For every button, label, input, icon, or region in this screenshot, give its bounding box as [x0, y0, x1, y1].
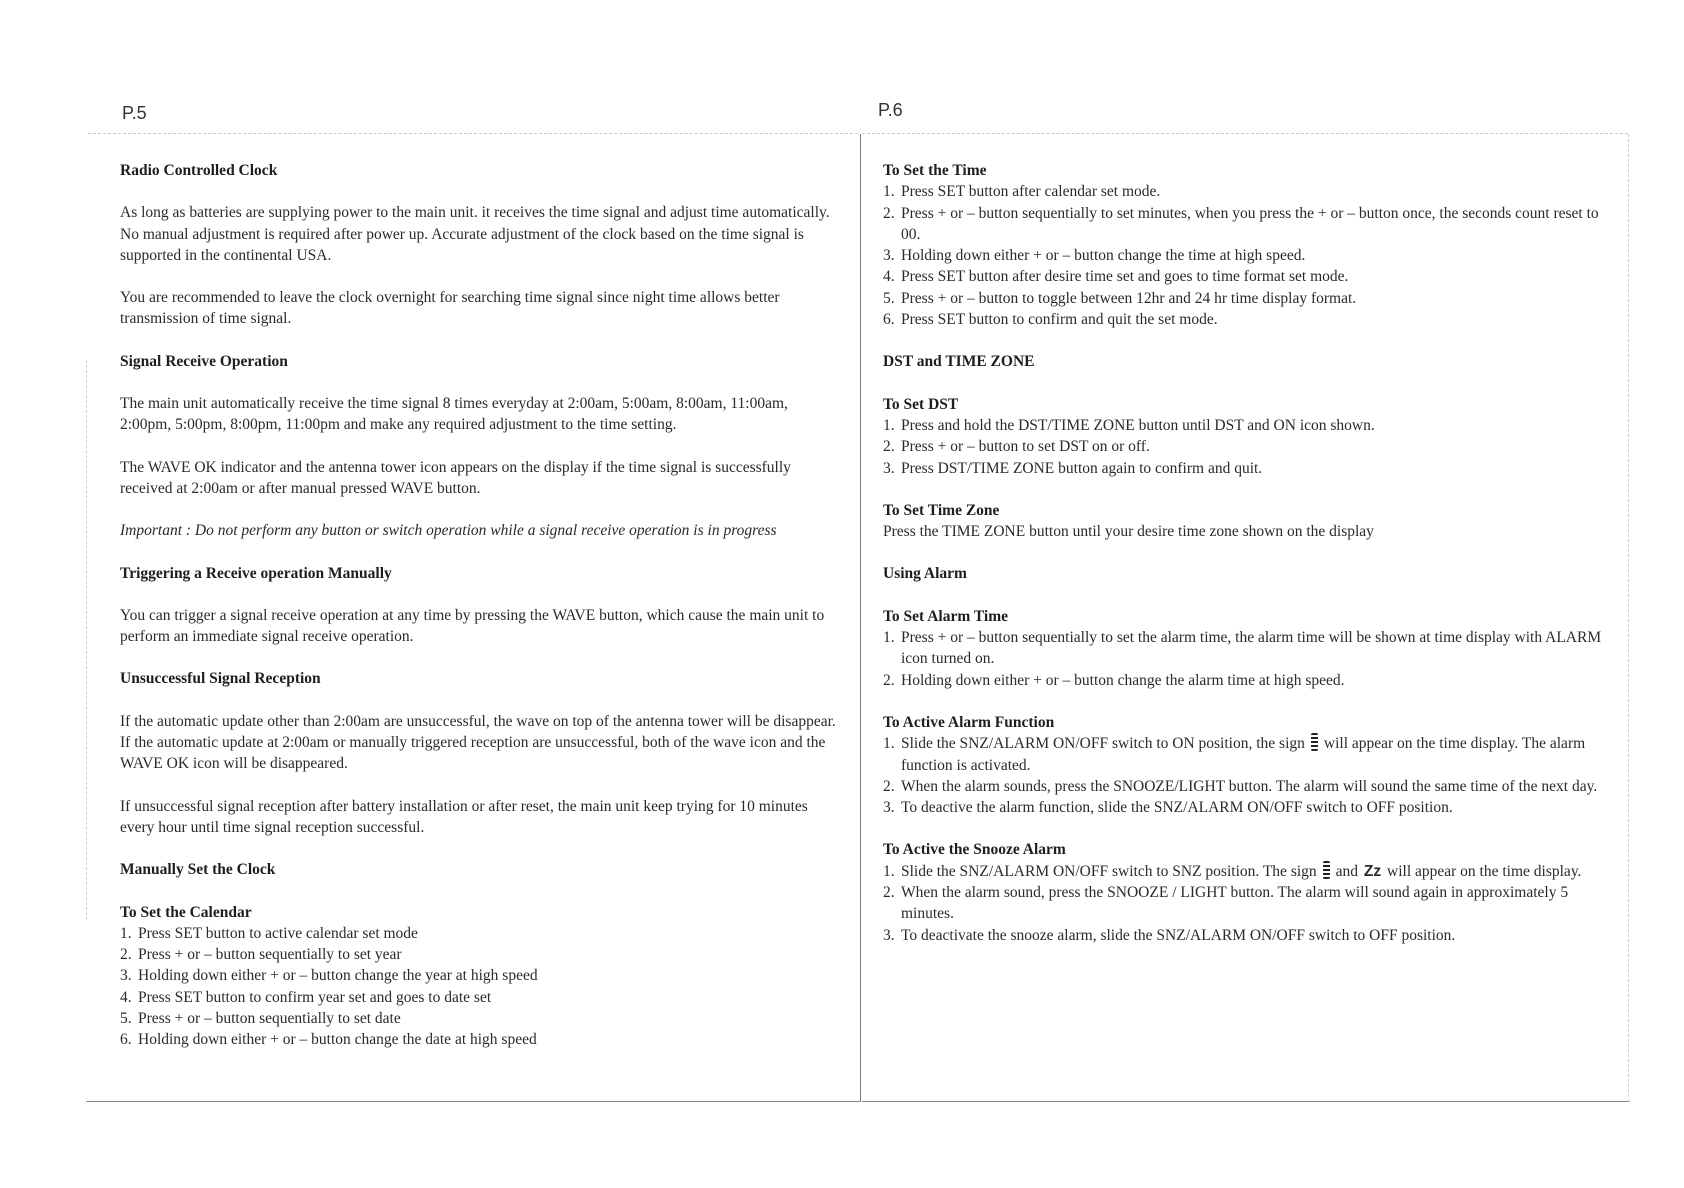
- list-item: [883, 776, 1603, 797]
- step-text: Press + or – button to set DST on or off.: [901, 438, 1150, 456]
- snooze-zz-icon: Zz: [1363, 862, 1382, 880]
- step-text: When the alarm sounds, press the SNOOZE/LIGHT button. The alarm will sound the same time of the next day.: [901, 777, 1598, 795]
- signal-paragraph-2: The WAVE OK indicator and the antenna tower icon appears on the display if the time signal is successfully received at 2:00am or after manual pressed WAVE button.: [120, 458, 791, 497]
- signal-paragraph-1: The main unit automatically receive the time signal 8 times everyday at 2:00am, 5:00am, 8:00am, 11:00am, 2:00pm, 5:00pm, 8:00pm, 11:00pm and make any required adjustment to the time setting.: [120, 395, 788, 434]
- step-text: Press DST/TIME ZONE button again to confirm and quit.: [901, 459, 1263, 477]
- list-item: [883, 203, 1603, 246]
- trigger-manual-heading: Triggering a Receive operation Manually: [120, 564, 392, 582]
- unsuccessful-paragraph-2: If unsuccessful signal reception after battery installation or after reset, the main unit keep trying for 10 minutes every hour until time signal reception successful.: [120, 797, 808, 836]
- step-number: 5.: [120, 1010, 132, 1028]
- radio-paragraph-1: As long as batteries are supplying power to the main unit. it receives the time signal and adjust time automatically. No manual adjustment is required after power up. Accurate adjustment of the clock based on the time signal is supported in the continental USA.: [120, 204, 830, 264]
- step-text: Press SET button to confirm and quit the set mode.: [901, 311, 1218, 329]
- list-item: [883, 415, 1603, 436]
- list-item: [120, 987, 838, 1008]
- active-alarm-steps-list: [883, 733, 1603, 818]
- list-item: [120, 1029, 838, 1050]
- alarm-bell-icon: [1311, 733, 1318, 751]
- step-number: 3.: [883, 247, 895, 265]
- step-number: 3.: [883, 799, 895, 817]
- step-number: 1.: [883, 629, 895, 647]
- step-text: Press + or – button to toggle between 12hr and 24 hr time display format.: [901, 289, 1357, 307]
- frame-bottom-right: [862, 1101, 1630, 1102]
- frame-left-edge: [86, 360, 87, 920]
- step-number: 3.: [883, 459, 895, 477]
- time-zone-paragraph: Press the TIME ZONE button until your desire time zone shown on the display: [883, 523, 1374, 541]
- list-item: [883, 181, 1603, 202]
- list-item: [883, 797, 1603, 818]
- list-item: [120, 923, 838, 944]
- step-number: 1.: [883, 735, 895, 753]
- dst-steps-list: [883, 415, 1603, 479]
- alarm-bell-icon: [1323, 861, 1330, 879]
- snooze-steps-list: [883, 861, 1603, 946]
- step-text: Slide the SNZ/ALARM ON/OFF switch to SNZ position. The sign: [901, 862, 1317, 880]
- step-text: Press SET button to active calendar set mode: [138, 924, 418, 942]
- step-number: 2.: [883, 671, 895, 689]
- step-text: Press SET button after calendar set mode.: [901, 183, 1161, 201]
- list-item: [120, 965, 838, 986]
- list-item: [120, 1008, 838, 1029]
- step-text: Holding down either + or – button change the alarm time at high speed.: [901, 671, 1345, 689]
- time-steps-list: [883, 181, 1603, 330]
- step-text: will appear on the time display.: [1387, 862, 1582, 880]
- frame-right-edge: [1628, 134, 1629, 1102]
- list-item: [883, 309, 1603, 330]
- set-time-heading: To Set the Time: [883, 162, 987, 179]
- step-text: and: [1335, 862, 1359, 880]
- active-alarm-heading: To Active Alarm Function: [883, 713, 1055, 731]
- set-calendar-heading: To Set the Calendar: [120, 903, 252, 921]
- snooze-alarm-heading: To Active the Snooze Alarm: [883, 841, 1066, 859]
- step-number: 2.: [883, 204, 895, 222]
- page-number-right: P.6: [878, 100, 903, 120]
- step-text: Holding down either + or – button change the date at high speed: [138, 1031, 537, 1049]
- step-text: Holding down either + or – button change the year at high speed: [138, 967, 538, 985]
- dst-time-zone-heading: DST and TIME ZONE: [883, 353, 1035, 371]
- page-number-left: P.5: [122, 103, 147, 123]
- list-item: [883, 266, 1603, 287]
- step-number: 3.: [120, 967, 132, 985]
- list-item: [883, 245, 1603, 266]
- radio-paragraph-2: You are recommended to leave the clock overnight for searching time signal since night time allows better transmission of time signal.: [120, 289, 780, 328]
- list-item: [883, 627, 1603, 670]
- step-number: 1.: [883, 183, 895, 201]
- page-divider: [860, 134, 861, 1102]
- step-text: Holding down either + or – button change the time at high speed.: [901, 247, 1306, 265]
- step-number: 3.: [883, 926, 895, 944]
- list-item: [883, 670, 1603, 691]
- frame-top-left: [88, 133, 858, 134]
- step-number: 1.: [883, 416, 895, 434]
- step-number: 2.: [883, 884, 895, 902]
- step-number: 5.: [883, 289, 895, 307]
- step-number: 4.: [120, 988, 132, 1006]
- list-item: [883, 733, 1603, 776]
- step-text: To deactivate the snooze alarm, slide the SNZ/ALARM ON/OFF switch to OFF position.: [901, 926, 1456, 944]
- step-text: Press + or – button sequentially to set the alarm time, the alarm time will be shown at time display with ALARM icon turned on.: [901, 629, 1602, 668]
- important-note: Important : Do not perform any button or switch operation while a signal receive operation is in progress: [120, 522, 777, 540]
- frame-top-right: [862, 133, 1628, 134]
- step-text: When the alarm sound, press the SNOOZE / LIGHT button. The alarm will sound again in approximately 5 minutes.: [901, 884, 1569, 923]
- unsuccessful-reception-heading: Unsuccessful Signal Reception: [120, 670, 321, 688]
- list-item: [883, 288, 1603, 309]
- step-number: 1.: [883, 862, 895, 880]
- left-page-content: [120, 160, 838, 1051]
- using-alarm-heading: Using Alarm: [883, 565, 967, 583]
- step-text: Press + or – button sequentially to set minutes, when you press the + or – button once, the seconds count reset to 00.: [901, 204, 1599, 243]
- list-item: [883, 882, 1603, 925]
- list-item: [883, 861, 1603, 882]
- step-number: 2.: [883, 438, 895, 456]
- set-dst-heading: To Set DST: [883, 395, 959, 413]
- trigger-paragraph: You can trigger a signal receive operation at any time by pressing the WAVE button, which cause the main unit to perform an immediate signal receive operation.: [120, 606, 825, 646]
- alarm-time-steps-list: [883, 627, 1603, 691]
- step-text: Press + or – button sequentially to set year: [138, 946, 402, 964]
- radio-controlled-clock-heading: Radio Controlled Clock: [120, 162, 278, 179]
- step-number: 6.: [883, 311, 895, 329]
- set-time-zone-heading: To Set Time Zone: [883, 501, 1000, 519]
- right-page-content: [883, 160, 1603, 946]
- step-text: will appear on the time display. The alarm function is activated.: [901, 735, 1586, 774]
- signal-receive-heading: Signal Receive Operation: [120, 352, 288, 370]
- step-number: 6.: [120, 1031, 132, 1049]
- list-item: [883, 436, 1603, 457]
- list-item: [883, 925, 1603, 946]
- step-number: 1.: [120, 924, 132, 942]
- list-item: [120, 944, 838, 965]
- calendar-steps-list: [120, 923, 838, 1051]
- step-number: 4.: [883, 268, 895, 286]
- step-number: 2.: [883, 777, 895, 795]
- step-text: Press and hold the DST/TIME ZONE button until DST and ON icon shown.: [901, 416, 1375, 434]
- step-text: Press SET button to confirm year set and goes to date set: [138, 988, 492, 1006]
- step-text: Slide the SNZ/ALARM ON/OFF switch to ON position, the sign: [901, 735, 1305, 753]
- frame-bottom-left: [86, 1101, 860, 1102]
- unsuccessful-paragraph-1: If the automatic update other than 2:00am are unsuccessful, the wave on top of the antenna tower will be disappear. If the automatic update at 2:00am or manually triggered reception are unsuccessful, both of the wave icon and the WAVE OK icon will be disappeared.: [120, 712, 836, 773]
- step-text: Press SET button after desire time set and goes to time format set mode.: [901, 268, 1349, 286]
- list-item: [883, 458, 1603, 479]
- manual-set-clock-heading: Manually Set the Clock: [120, 861, 276, 879]
- step-number: 2.: [120, 946, 132, 964]
- step-text: Press + or – button sequentially to set date: [138, 1010, 401, 1028]
- step-text: To deactive the alarm function, slide the SNZ/ALARM ON/OFF switch to OFF position.: [901, 799, 1453, 817]
- set-alarm-time-heading: To Set Alarm Time: [883, 607, 1009, 625]
